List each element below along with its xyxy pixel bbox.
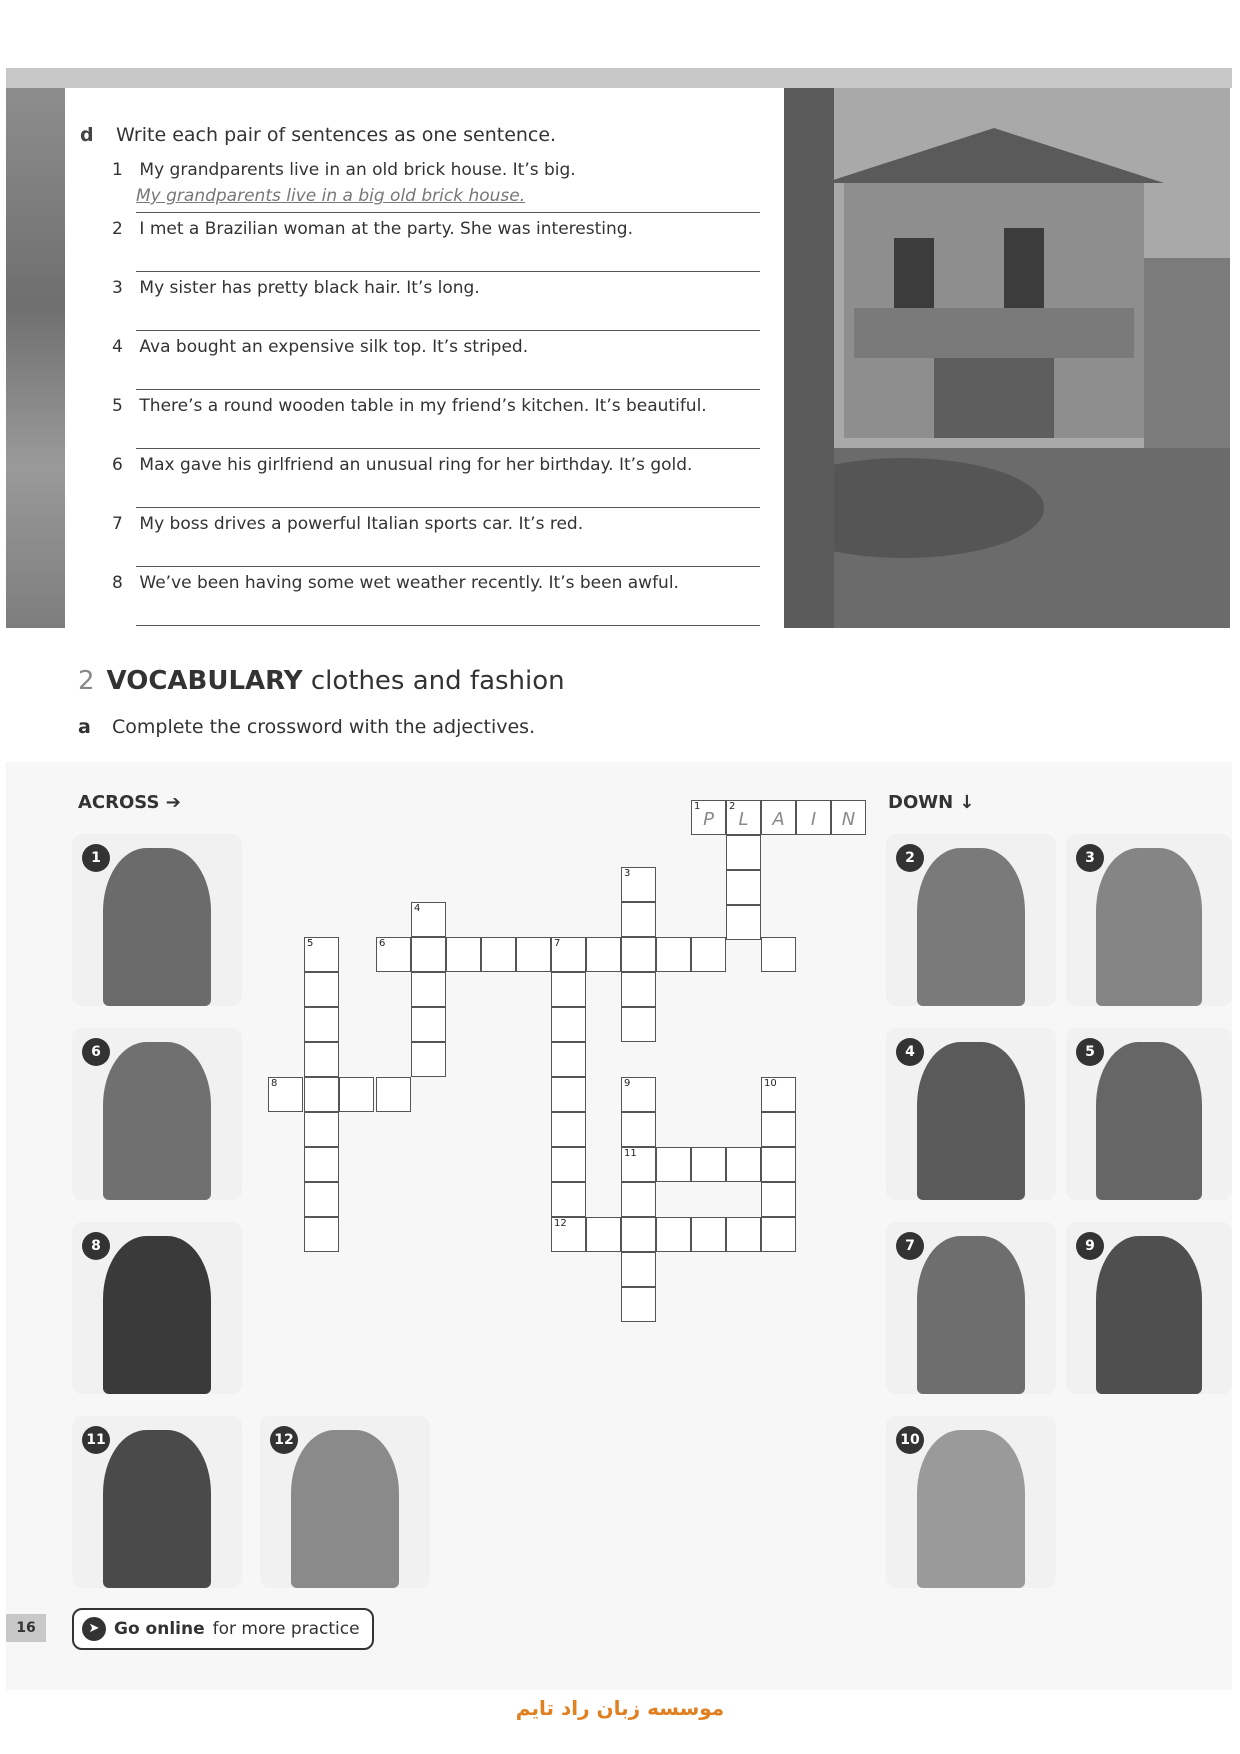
crossword-cell[interactable] (726, 905, 761, 940)
exercise-letter: d (80, 124, 94, 146)
crossword-cell[interactable] (268, 1077, 303, 1112)
exercise-item (112, 337, 752, 357)
item-text: My grandparents live in an old brick house. It’s big. (139, 160, 576, 180)
number-badge: 11 (82, 1426, 110, 1454)
hooded-top-image (917, 1042, 1026, 1200)
crossword-cell[interactable] (551, 972, 586, 1007)
crossword-cell[interactable] (621, 1252, 656, 1287)
clothes-pic-7 (886, 1222, 1056, 1394)
number-badge: 9 (1076, 1232, 1104, 1260)
footer-brand: موسسه زبان راد تایم (515, 1696, 725, 1720)
crossword-cell[interactable] (551, 1077, 586, 1112)
example-letter: A (772, 809, 785, 830)
clue-number: 5 (307, 938, 314, 949)
section-title-rest: clothes and fashion (310, 666, 565, 696)
crossword-cell[interactable] (304, 1217, 339, 1252)
tight-t-shirt-image (103, 1430, 212, 1588)
exercise-item (112, 573, 752, 593)
exercise-item (112, 160, 752, 180)
clothes-pic-2 (886, 834, 1056, 1006)
house-photo (784, 88, 1230, 628)
answer-line[interactable] (136, 363, 760, 390)
crossword-cell[interactable] (691, 1217, 726, 1252)
item-text: My boss drives a powerful Italian sports car. It’s red. (139, 514, 584, 534)
crossword-cell[interactable] (339, 1077, 374, 1112)
v-neck-image (1096, 848, 1202, 1006)
exercise-instruction: Write each pair of sentences as one sentence. (116, 124, 557, 146)
number-badge: 12 (270, 1426, 298, 1454)
crossword-cell[interactable] (516, 937, 551, 972)
crossword-cell[interactable] (304, 1007, 339, 1042)
item-number: 2 (112, 219, 123, 239)
crossword-cell[interactable] (656, 1217, 691, 1252)
crossword-cell[interactable] (691, 1147, 726, 1182)
crossword-cell[interactable] (586, 1217, 621, 1252)
crossword-cell[interactable] (586, 937, 621, 972)
crossword-cell[interactable] (656, 937, 691, 972)
clothes-pic-6 (72, 1028, 242, 1200)
crossword-cell[interactable] (691, 937, 726, 972)
crossword-cell[interactable] (761, 1077, 796, 1112)
sub-exercise-instruction: Complete the crossword with the adjectives. (112, 716, 536, 738)
number-badge: 6 (82, 1038, 110, 1066)
crossword-cell[interactable] (376, 1077, 411, 1112)
crossword-cell[interactable] (411, 937, 446, 972)
crossword-cell[interactable] (411, 972, 446, 1007)
example-letter: P (703, 809, 714, 830)
go-online-bold: Go online (114, 1619, 205, 1639)
crossword-cell[interactable] (621, 1182, 656, 1217)
item-text: My sister has pretty black hair. It’s long. (139, 278, 480, 298)
crossword-cell[interactable] (551, 1182, 586, 1217)
crossword-cell[interactable] (411, 902, 446, 937)
crossword-cell[interactable] (551, 1147, 586, 1182)
crossword-cell[interactable] (304, 1112, 339, 1147)
crossword-cell[interactable] (621, 1077, 656, 1112)
answer-line[interactable] (136, 481, 760, 508)
tree-photo (6, 88, 65, 628)
example-letter: L (738, 809, 749, 830)
number-badge: 8 (82, 1232, 110, 1260)
crossword-cell[interactable] (411, 1042, 446, 1077)
clothes-pic-1 (72, 834, 242, 1006)
answer-line[interactable] (136, 245, 760, 272)
number-badge: 1 (82, 844, 110, 872)
clothes-pic-4 (886, 1028, 1056, 1200)
crossword-cell[interactable] (621, 1007, 656, 1042)
clue-number: 6 (379, 938, 386, 949)
crossword-cell[interactable] (726, 1217, 761, 1252)
crossword-cell[interactable] (551, 937, 586, 972)
crossword-cell[interactable] (726, 800, 761, 835)
item-number: 5 (112, 396, 123, 416)
number-badge: 10 (896, 1426, 924, 1454)
crossword-cell[interactable] (411, 1007, 446, 1042)
clothes-pic-12 (260, 1416, 430, 1588)
crossword-cell[interactable] (621, 1112, 656, 1147)
crossword-cell[interactable] (726, 1147, 761, 1182)
item-text: Ava bought an expensive silk top. It’s striped. (139, 337, 529, 357)
clue-number: 10 (764, 1078, 777, 1089)
crossword-cell[interactable] (621, 972, 656, 1007)
crossword-cell[interactable] (656, 1147, 691, 1182)
flowery-shirt-image (1096, 1236, 1202, 1394)
go-online-button[interactable] (72, 1608, 374, 1650)
answer-line[interactable] (136, 540, 760, 567)
crossword-cell[interactable] (761, 1147, 796, 1182)
crossword-cell[interactable] (304, 937, 339, 972)
clue-number: 9 (624, 1078, 631, 1089)
exercise-item (112, 514, 752, 534)
clothes-pic-11 (72, 1416, 242, 1588)
clue-number: 1 (694, 801, 701, 812)
crossword-cell[interactable] (304, 1077, 339, 1112)
section-title-bold: VOCABULARY (106, 666, 303, 696)
crossword-cell[interactable] (761, 1112, 796, 1147)
crossword-cell[interactable] (621, 867, 656, 902)
item-text: I met a Brazilian woman at the party. She was interesting. (139, 219, 633, 239)
crossword-cell[interactable] (551, 1007, 586, 1042)
item-text: Max gave his girlfriend an unusual ring for her birthday. It’s gold. (139, 455, 693, 475)
crossword-cell[interactable] (621, 1217, 656, 1252)
number-badge: 7 (896, 1232, 924, 1260)
crossword-cell[interactable] (761, 1182, 796, 1217)
clothes-pic-8 (72, 1222, 242, 1394)
clue-number: 3 (624, 868, 631, 879)
page-number: 16 (6, 1614, 46, 1642)
item-number: 1 (112, 160, 123, 180)
crossword-cell[interactable] (481, 937, 516, 972)
example-letter: N (841, 809, 856, 830)
answer-line[interactable] (136, 599, 760, 626)
crossword-cell[interactable] (304, 1042, 339, 1077)
sleeveless-top-image (917, 1236, 1026, 1394)
crossword-cell[interactable] (551, 1112, 586, 1147)
clothes-pic-5 (1066, 1028, 1232, 1200)
clue-number: 7 (554, 938, 561, 949)
crossword-cell[interactable] (304, 1147, 339, 1182)
down-label: DOWN ↓ (888, 792, 975, 813)
number-badge: 2 (896, 844, 924, 872)
spotted-top-image (917, 1430, 1026, 1588)
cursor-icon: ➤ (82, 1617, 106, 1641)
number-badge: 5 (1076, 1038, 1104, 1066)
crossword-cell[interactable] (691, 800, 726, 835)
item-number: 6 (112, 455, 123, 475)
item-number: 8 (112, 573, 123, 593)
crossword-cell[interactable] (621, 1147, 656, 1182)
exercise-item (112, 278, 752, 298)
item-number: 7 (112, 514, 123, 534)
house-illustration (784, 88, 1230, 628)
answer-line[interactable] (136, 186, 760, 213)
clue-number: 8 (271, 1078, 278, 1089)
sub-exercise-a (78, 716, 535, 738)
crossword-cell[interactable] (761, 800, 796, 835)
loose-top-image (917, 848, 1026, 1006)
crossword-cell[interactable] (304, 1182, 339, 1217)
example-letter: I (810, 809, 817, 830)
crossword-cell[interactable] (726, 870, 761, 905)
clothes-pic-9 (1066, 1222, 1232, 1394)
crossword-cell[interactable] (726, 835, 761, 870)
item-text: There’s a round wooden table in my friend’s kitchen. It’s beautiful. (139, 396, 707, 416)
crossword-cell[interactable] (621, 902, 656, 937)
crossword-cell[interactable] (446, 937, 481, 972)
item-number: 4 (112, 337, 123, 357)
crossword-cell[interactable] (304, 972, 339, 1007)
crossword-cell[interactable] (551, 1217, 586, 1252)
clue-number: 12 (554, 1218, 567, 1229)
answer-line[interactable] (136, 422, 760, 449)
polo-neck-image (1096, 1042, 1202, 1200)
crossword-cell[interactable] (831, 800, 866, 835)
clue-number: 2 (729, 801, 736, 812)
exercise-item (112, 396, 752, 416)
clothes-pic-10 (886, 1416, 1056, 1588)
exercise-item (112, 455, 752, 475)
crossword-cell[interactable] (621, 1287, 656, 1322)
sub-exercise-letter: a (78, 716, 91, 738)
faded-t-shirt-image (291, 1430, 400, 1588)
crossword-cell[interactable] (796, 800, 831, 835)
crossword-cell[interactable] (761, 937, 796, 972)
answer-line[interactable] (136, 304, 760, 331)
clue-number: 11 (624, 1148, 637, 1159)
answer-text: My grandparents live in a big old brick house. (136, 186, 526, 206)
crossword-cell[interactable] (761, 1217, 796, 1252)
number-badge: 4 (896, 1038, 924, 1066)
t-shirt-image (103, 848, 212, 1006)
number-badge: 3 (1076, 844, 1104, 872)
section-number: 2 (78, 666, 95, 696)
page-top-bar (6, 68, 1232, 88)
go-online-rest: for more practice (212, 1619, 360, 1639)
section-heading (78, 666, 565, 696)
checked-shirt-image (103, 1236, 212, 1394)
clue-number: 4 (414, 903, 421, 914)
crossword-cell[interactable] (621, 937, 656, 972)
crossword-cell[interactable] (551, 1042, 586, 1077)
across-label: ACROSS ➔ (78, 792, 181, 813)
item-text: We’ve been having some wet weather recently. It’s been awful. (139, 573, 679, 593)
hoodie-image (103, 1042, 212, 1200)
item-number: 3 (112, 278, 123, 298)
clothes-pic-3 (1066, 834, 1232, 1006)
exercise-item (112, 219, 752, 239)
crossword-panel (6, 762, 1232, 1690)
crossword-cell[interactable] (376, 937, 411, 972)
